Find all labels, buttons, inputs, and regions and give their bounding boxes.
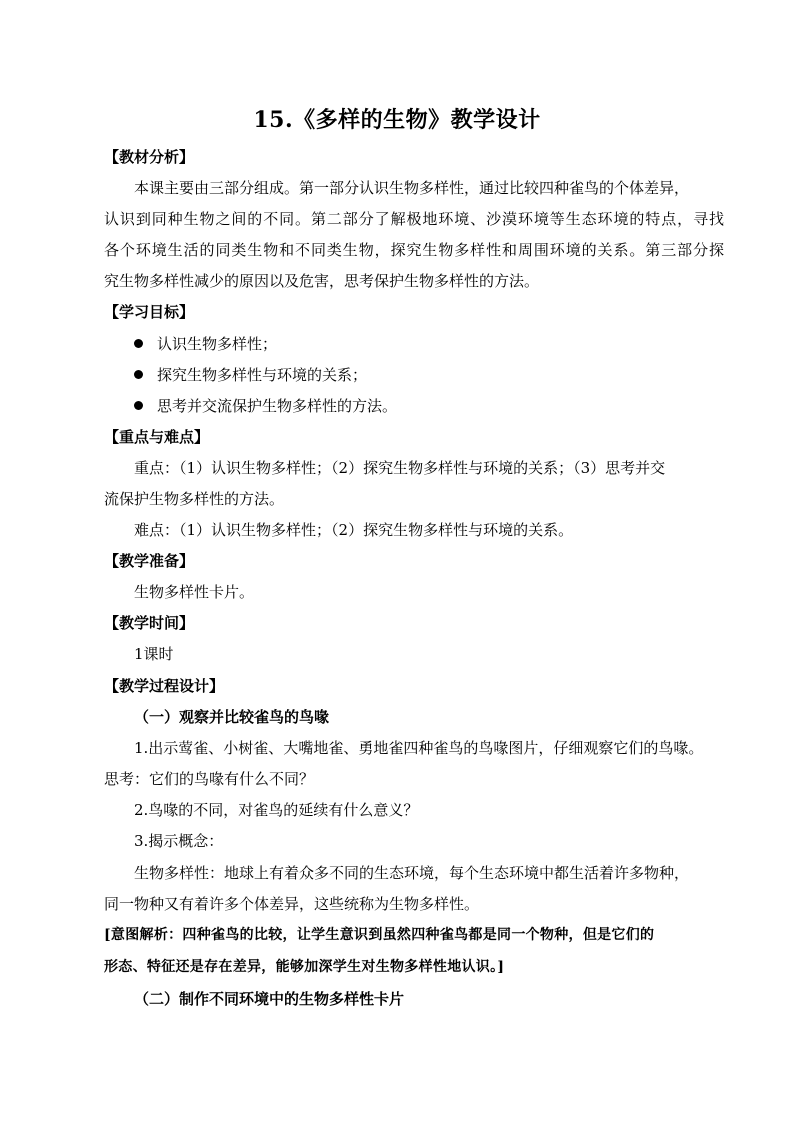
time-text: 1课时 (134, 645, 174, 663)
focus-line-2: 流保护生物多样性的方法。 (104, 490, 285, 508)
process-line-6: 同一物种又有着许多个体差异，这些统称为生物多样性。 (104, 895, 480, 913)
intent-note-line-1: [意图解析：四种雀鸟的比较，让学生意识到虽然四种雀鸟都是同一个物种，但是它们的 (104, 927, 655, 943)
goal-item-text: 认识生物多样性； (157, 335, 278, 353)
analysis-line-1: 本课主要由三部分组成。第一部分认识生物多样性，通过比较四种雀鸟的个体差异， (134, 179, 690, 197)
analysis-line-3: 各个环境生活的同类生物和不同类生物，探究生物多样性和周围环境的关系。第三部分探 (104, 241, 724, 259)
bullet-icon (134, 401, 143, 410)
analysis-line-2: 认识到同种生物之间的不同。第二部分了解极地环境、沙漠环境等生态环境的特点，寻找 (104, 210, 724, 228)
process-part1-title: （一）观察并比较雀鸟的鸟喙 (134, 708, 330, 726)
preparation-text: 生物多样性卡片。 (134, 583, 255, 601)
section-heading-process: 【教学过程设计】 (104, 677, 225, 695)
section-heading-time: 【教学时间】 (104, 614, 195, 632)
process-line-2: 思考：它们的鸟喙有什么不同？ (104, 770, 315, 788)
goal-item-text: 思考并交流保护生物多样性的方法。 (157, 397, 398, 415)
analysis-line-4: 究生物多样性减少的原因以及危害，思考保护生物多样性的方法。 (104, 272, 540, 290)
document-title: 15.《多样的生物》教学设计 (253, 107, 541, 133)
bullet-icon (134, 339, 143, 348)
difficulty-line: 难点：（1）认识生物多样性；（2）探究生物多样性与环境的关系。 (134, 521, 574, 539)
section-heading-key-points: 【重点与难点】 (104, 428, 210, 446)
focus-line-1: 重点：（1）认识生物多样性；（2）探究生物多样性与环境的关系；（3）思考并交 (134, 459, 666, 477)
section-heading-goals: 【学习目标】 (104, 303, 195, 321)
process-line-3: 2.鸟喙的不同，对雀鸟的延续有什么意义？ (134, 801, 419, 819)
bullet-icon (134, 370, 143, 379)
section-heading-preparation: 【教学准备】 (104, 552, 195, 570)
process-line-4: 3.揭示概念： (134, 832, 224, 850)
process-line-1: 1.出示莺雀、小树雀、大嘴地雀、勇地雀四种雀鸟的鸟喙图片，仔细观察它们的鸟喙。 (134, 739, 704, 757)
goal-item-1 (134, 333, 277, 355)
process-line-5: 生物多样性：地球上有着众多不同的生态环境，每个生态环境中都生活着许多物种， (134, 864, 690, 882)
goal-item-3 (134, 395, 397, 417)
goal-item-text: 探究生物多样性与环境的关系； (157, 366, 368, 384)
goal-item-2 (134, 364, 367, 386)
process-part2-title: （二）制作不同环境中的生物多样性卡片 (134, 990, 405, 1008)
intent-note-line-2: 形态、特征还是存在差异，能够加深学生对生物多样性地认识。] (104, 959, 505, 975)
section-heading-analysis: 【教材分析】 (104, 148, 195, 166)
